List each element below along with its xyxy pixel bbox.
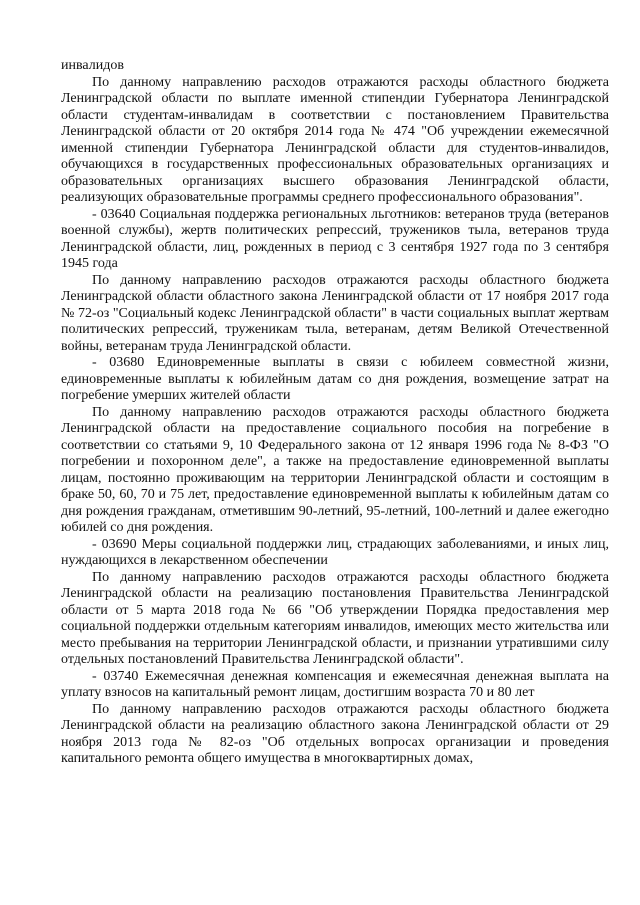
paragraph-item-03640: - 03640 Социальная поддержка региональных льготников: ветеранов труда (ветеранов военной службы), жертв политических репрессий, тружеников тыла, ветеранов труда Ленинградской области, лиц, рожденных в период с 3 сентября 1927 года по 3 сентября 1945 года bbox=[61, 206, 609, 271]
document-page bbox=[61, 58, 609, 768]
paragraph-item-03740: - 03740 Ежемесячная денежная компенсация и ежемесячная денежная выплата на уплату взносов на капитальный ремонт лицам, достигшим возраста 70 и 80 лет bbox=[61, 668, 609, 700]
paragraph-continuation: инвалидов bbox=[61, 58, 124, 73]
paragraph-item-03690-description: По данному направлению расходов отражаются расходы областного бюджета Ленинградской области на реализацию постановления Правительства Ленинградской области от 5 марта 2018 года № 66 "Об утверждении Порядка предоставления мер социальной поддержки отдельным категориям инвалидов, имеющих место жительства или место пребывания на территории Ленинградской области, и признании утратившими силу отдельных постановлений Правительства Ленинградской области". bbox=[61, 569, 609, 667]
paragraph-item-03680-description: По данному направлению расходов отражаются расходы областного бюджета Ленинградской области на предоставление социального пособия на погребение в соответствии со статьями 9, 10 Федерального закона от 12 января 1996 года № 8-ФЗ "О погребении и похоронном деле", а также на предоставление единовременной выплаты лицам, постоянно проживающим на территории Ленинградской области и состоящим в браке 50, 60, 70 и 75 лет, предоставление единовременной выплаты к юбилейным датам со дня рождения гражданам, отметившим 90-летний, 95-летний, 100-летний и далее ежегодно юбилей со дня рождения. bbox=[61, 404, 609, 535]
paragraph-item-03690: - 03690 Меры социальной поддержки лиц, страдающих заболеваниями, и иных лиц, нуждающихся в лекарственном обеспечении bbox=[61, 536, 609, 568]
paragraph-item-03640-description: По данному направлению расходов отражаются расходы областного бюджета Ленинградской области областного закона Ленинградской области от 17 ноября 2017 года № 72-оз "Социальный кодекс Ленинградской области" в части социальных выплат жертвам политических репрессий, труженикам тыла, ветеранам, детям Великой Отечественной войны, ветеранам труда Ленинградской области. bbox=[61, 272, 609, 354]
paragraph-item-03680: - 03680 Единовременные выплаты в связи с юбилеем совместной жизни, единовременные выплаты к юбилейным датам со дня рождения, возмещение затрат на погребение умерших жителей области bbox=[61, 355, 609, 403]
paragraph-scholarship: По данному направлению расходов отражаются расходы областного бюджета Ленинградской области по выплате именной стипендии Губернатора Ленинградской области студентам-инвалидам в соответствии с постановлением Правительства Ленинградской области от 20 октября 2014 года № 474 "Об учреждении ежемесячной именной стипендии Губернатора Ленинградской области для студентов-инвалидов, обучающихся в государственных профессиональных образовательных организациях и образовательных организациях высшего образования Ленинградской области, реализующих образовательные программы среднего профессионального образования". bbox=[61, 74, 609, 205]
paragraph-item-03740-description: По данному направлению расходов отражаются расходы областного бюджета Ленинградской области на реализацию областного закона Ленинградской области от 29 ноября 2013 года № 82-оз "Об отдельных вопросах организации и проведения капитального ремонта общего имущества в многоквартирных домах, bbox=[61, 701, 609, 766]
